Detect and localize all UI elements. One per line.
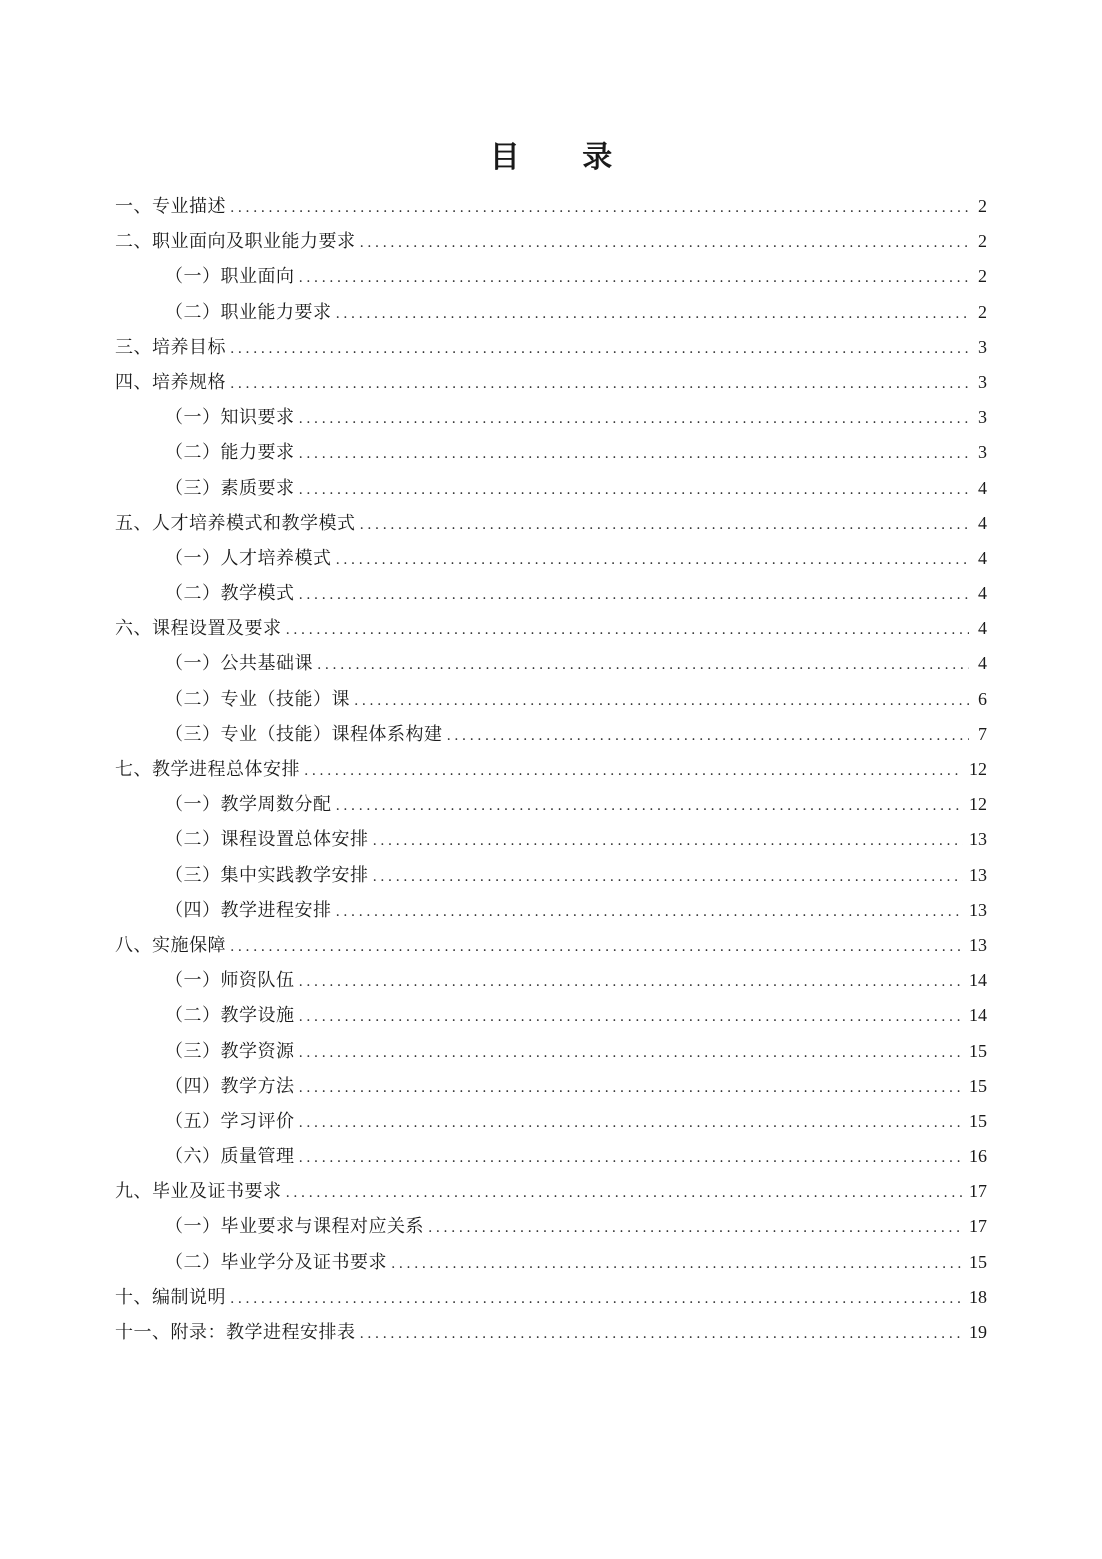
toc-entry-label: （二）教学模式 — [165, 583, 295, 605]
toc-page-number: 18 — [969, 1286, 987, 1307]
toc-page-number: 3 — [978, 336, 987, 357]
toc-page-number: 4 — [978, 477, 987, 498]
toc-page-number: 12 — [969, 794, 987, 815]
toc-page-number: 3 — [978, 442, 987, 463]
toc-page-number: 13 — [969, 864, 987, 885]
toc-page-number: 13 — [969, 899, 987, 920]
toc-entry[interactable] — [115, 224, 987, 259]
toc-entry[interactable] — [115, 295, 987, 330]
toc-entry[interactable] — [115, 189, 987, 224]
toc-entry[interactable] — [115, 1139, 987, 1174]
toc-leader-dots — [360, 226, 970, 261]
toc-entry[interactable] — [115, 1174, 987, 1209]
toc-entry[interactable] — [115, 1245, 987, 1280]
toc-page-number: 2 — [978, 196, 987, 216]
toc-entry-label: （一）知识要求 — [165, 407, 295, 429]
toc-leader-dots — [230, 191, 969, 226]
toc-entry-label: （一）教学周数分配 — [165, 794, 332, 816]
toc-entry[interactable] — [115, 893, 987, 928]
toc-leader-dots — [317, 648, 969, 683]
toc-leader-dots — [299, 965, 964, 1000]
toc-page-number: 17 — [969, 1216, 987, 1237]
toc-entry[interactable] — [115, 682, 987, 717]
toc-leader-dots — [230, 1282, 963, 1317]
toc-page-number: 3 — [978, 371, 987, 392]
toc-entry[interactable] — [115, 998, 987, 1033]
table-of-contents — [115, 189, 987, 1350]
toc-entry-label: 十、编制说明 — [115, 1286, 226, 1308]
toc-entry[interactable] — [115, 576, 987, 611]
toc-leader-dots — [336, 543, 970, 578]
toc-entry[interactable] — [115, 1069, 987, 1104]
toc-leader-dots — [299, 1000, 964, 1035]
toc-page-number: 15 — [969, 1040, 987, 1061]
toc-leader-dots — [230, 367, 969, 402]
toc-leader-dots — [336, 297, 970, 332]
toc-leader-dots — [373, 860, 964, 895]
toc-leader-dots — [299, 1036, 964, 1071]
toc-page-number: 12 — [969, 759, 987, 779]
toc-page-number: 14 — [969, 970, 987, 991]
toc-page-number: 4 — [978, 653, 987, 674]
toc-leader-dots — [336, 789, 964, 824]
toc-entry-label: （一）职业面向 — [165, 266, 295, 288]
toc-entry[interactable] — [115, 435, 987, 470]
toc-leader-dots — [299, 437, 970, 472]
page-title: 目 录 — [489, 140, 639, 176]
toc-entry[interactable] — [115, 1315, 987, 1350]
toc-page-number: 4 — [978, 547, 987, 568]
toc-entry[interactable] — [115, 611, 987, 646]
toc-entry[interactable] — [115, 259, 987, 294]
toc-leader-dots — [336, 895, 964, 930]
toc-entry[interactable] — [115, 717, 987, 752]
toc-leader-dots — [230, 332, 969, 367]
toc-entry-label: （一）公共基础课 — [165, 653, 313, 675]
toc-entry[interactable] — [115, 365, 987, 400]
toc-entry-label: （三）集中实践教学安排 — [165, 864, 369, 886]
toc-page-number: 6 — [978, 688, 987, 709]
toc-entry[interactable] — [115, 400, 987, 435]
toc-leader-dots — [299, 578, 970, 613]
toc-page-number: 4 — [978, 512, 987, 533]
toc-entry[interactable] — [115, 471, 987, 506]
toc-leader-dots — [428, 1211, 963, 1246]
toc-entry-label: （二）职业能力要求 — [165, 301, 332, 323]
toc-entry[interactable] — [115, 1104, 987, 1139]
toc-entry-label: （二）能力要求 — [165, 442, 295, 464]
toc-leader-dots — [299, 402, 970, 437]
toc-leader-dots — [360, 508, 970, 543]
toc-page-number: 4 — [978, 618, 987, 639]
toc-page-number: 14 — [969, 1005, 987, 1026]
toc-entry-label: （六）质量管理 — [165, 1146, 295, 1168]
toc-page-number: 4 — [978, 583, 987, 604]
toc-page-number: 2 — [978, 231, 987, 252]
toc-entry-label: 五、人才培养模式和教学模式 — [115, 512, 356, 534]
toc-entry[interactable] — [115, 928, 987, 963]
toc-entry[interactable] — [115, 646, 987, 681]
toc-leader-dots — [373, 824, 964, 859]
toc-leader-dots — [354, 684, 969, 719]
toc-entry[interactable] — [115, 506, 987, 541]
toc-page-number: 2 — [978, 266, 987, 287]
toc-entry-label: 三、培养目标 — [115, 336, 226, 358]
toc-entry-label: （二）教学设施 — [165, 1005, 295, 1027]
toc-entry-label: （四）教学进程安排 — [165, 899, 332, 921]
toc-entry-label: （二）课程设置总体安排 — [165, 829, 369, 851]
toc-leader-dots — [299, 1071, 964, 1106]
toc-leader-dots — [360, 1317, 964, 1352]
toc-entry-label: （三）教学资源 — [165, 1040, 295, 1062]
toc-entry[interactable] — [115, 787, 987, 822]
toc-entry-label: （一）师资队伍 — [165, 970, 295, 992]
toc-entry-label: 八、实施保障 — [115, 934, 226, 956]
toc-leader-dots — [299, 1141, 964, 1176]
toc-entry-label: （四）教学方法 — [165, 1075, 295, 1097]
toc-page-number: 15 — [969, 1251, 987, 1272]
toc-leader-dots — [304, 754, 963, 789]
toc-entry-label: （二）专业（技能）课 — [165, 688, 350, 710]
toc-entry-label: 二、职业面向及职业能力要求 — [115, 231, 356, 253]
toc-entry-label: （一）毕业要求与课程对应关系 — [165, 1216, 424, 1238]
toc-leader-dots — [286, 1176, 964, 1211]
toc-leader-dots — [447, 719, 970, 754]
toc-entry-label: （五）学习评价 — [165, 1110, 295, 1132]
toc-leader-dots — [299, 473, 970, 508]
toc-entry[interactable] — [115, 963, 987, 998]
toc-entry-label: （三）素质要求 — [165, 477, 295, 499]
toc-leader-dots — [230, 930, 963, 965]
toc-entry-label: 六、课程设置及要求 — [115, 618, 282, 640]
toc-entry[interactable] — [115, 541, 987, 576]
toc-page-number: 2 — [978, 301, 987, 322]
toc-entry[interactable] — [115, 1034, 987, 1069]
toc-entry-label: 十一、附录：教学进程安排表 — [115, 1322, 356, 1343]
toc-entry-label: （三）专业（技能）课程体系构建 — [165, 723, 443, 745]
toc-entry-label: （二）毕业学分及证书要求 — [165, 1251, 387, 1273]
toc-entry[interactable] — [115, 330, 987, 365]
toc-entry-label: 七、教学进程总体安排 — [115, 759, 300, 780]
toc-page-number: 15 — [969, 1110, 987, 1131]
toc-entry[interactable] — [115, 1209, 987, 1244]
toc-leader-dots — [299, 261, 970, 296]
toc-page-number: 17 — [969, 1181, 987, 1202]
toc-page-number: 7 — [978, 723, 987, 744]
toc-leader-dots — [286, 613, 970, 648]
toc-page-number: 3 — [978, 407, 987, 428]
toc-entry-label: 四、培养规格 — [115, 371, 226, 393]
toc-entry-label: 一、专业描述 — [115, 196, 226, 217]
toc-leader-dots — [299, 1106, 964, 1141]
toc-entry-label: 九、毕业及证书要求 — [115, 1181, 282, 1203]
toc-entry[interactable] — [115, 858, 987, 893]
toc-entry[interactable] — [115, 1280, 987, 1315]
toc-page-number: 19 — [969, 1322, 987, 1342]
toc-page-number: 13 — [969, 934, 987, 955]
toc-entry[interactable] — [115, 822, 987, 857]
toc-leader-dots — [391, 1247, 963, 1282]
toc-entry-label: （一）人才培养模式 — [165, 547, 332, 569]
toc-page-number: 13 — [969, 829, 987, 850]
toc-entry[interactable] — [115, 752, 987, 787]
toc-page-number: 16 — [969, 1146, 987, 1167]
toc-page-number: 15 — [969, 1075, 987, 1096]
